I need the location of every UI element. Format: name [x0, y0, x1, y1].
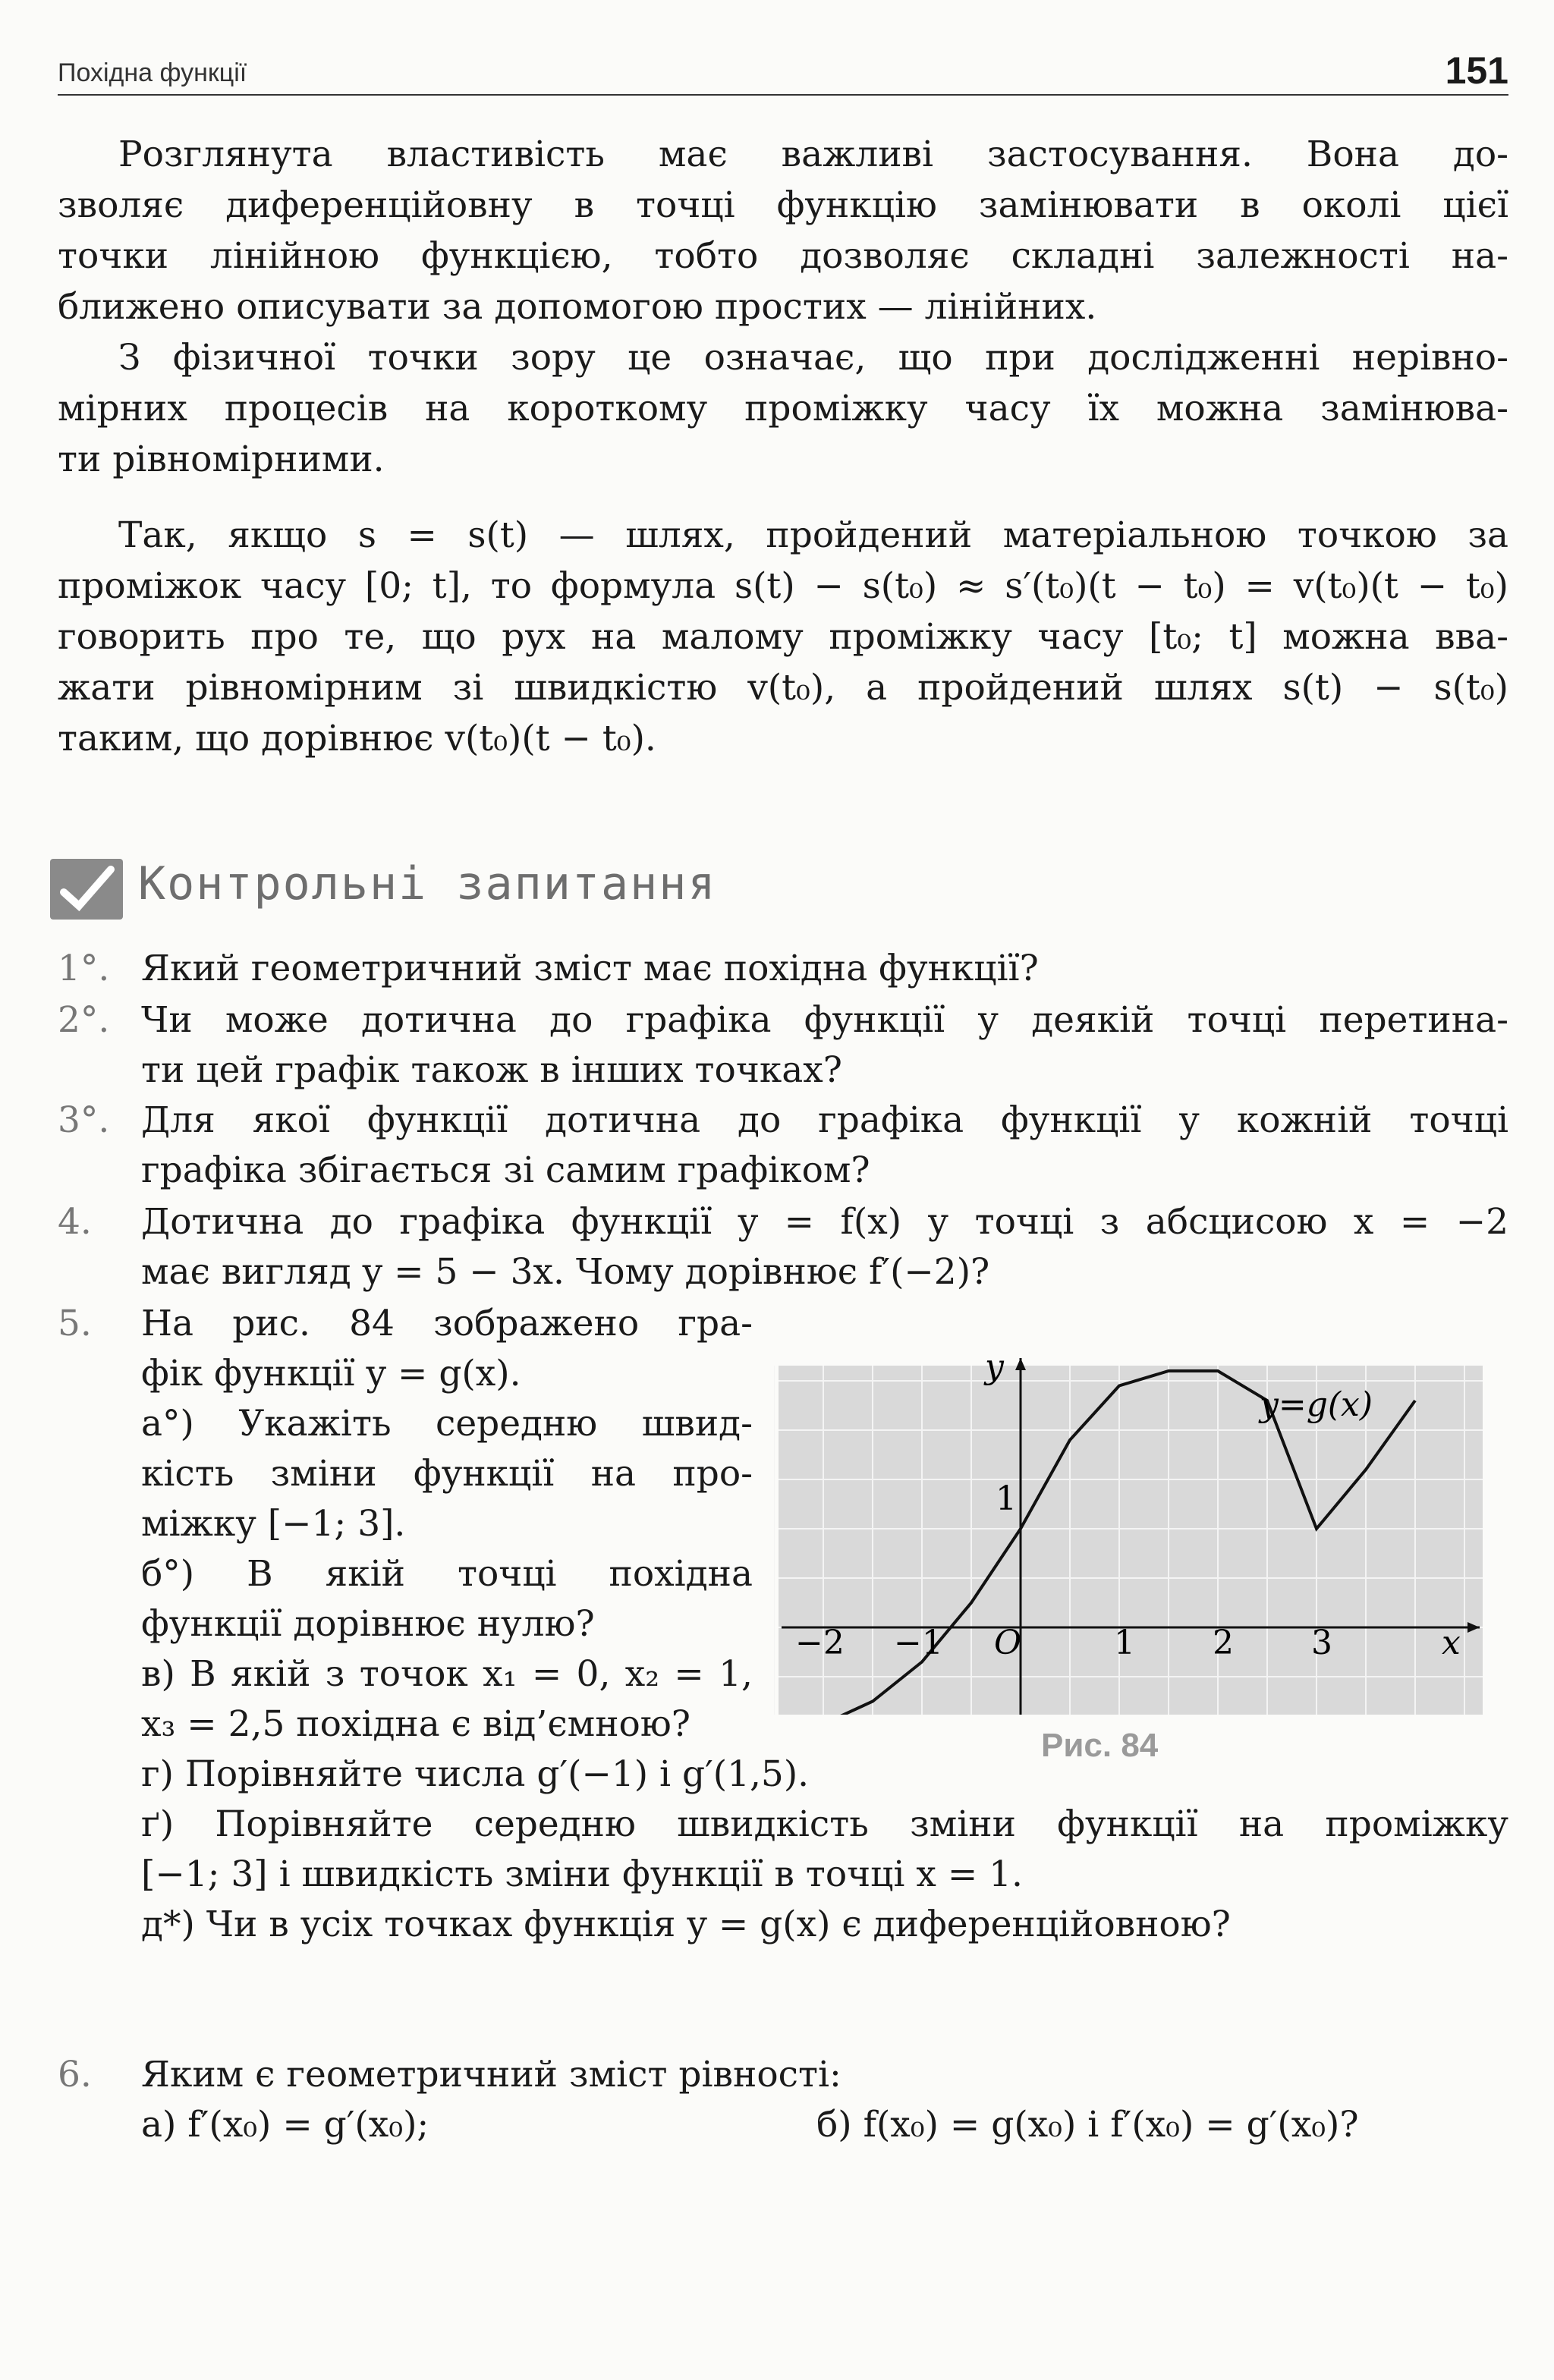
text-line: б°) В якій точці похідна [141, 1553, 753, 1595]
text-line: г) Порівняйте числа g′(−1) і g′(1,5). [141, 1753, 810, 1795]
text-line: міжку [−1; 3]. [141, 1503, 406, 1545]
text-line: Чи може дотична до графіка функції у деякій точці перетина- [141, 999, 1508, 1041]
text-line: Дотична до графіка функції y = f(x) у точці з абсцисою x = −2 [141, 1201, 1508, 1243]
x-tick-label: −1 [894, 1624, 943, 1662]
checkmark-icon [50, 859, 123, 920]
question-5-subitems [141, 1750, 1508, 1950]
text-line: мірних процесів на короткому проміжку часу їх можна замінюва- [58, 388, 1508, 429]
x-tick-label: 2 [1213, 1624, 1234, 1662]
text-line: ґ) Порівняйте середню швидкість зміни функції на проміжку [141, 1803, 1508, 1845]
x-tick-label: −2 [795, 1624, 845, 1662]
text-line: точки лінійною функцією, тобто дозволяє складні залежності на- [58, 235, 1508, 277]
question-number: 5. [58, 1303, 92, 1344]
intro-paragraph-1 [58, 129, 1508, 332]
grid-background [779, 1366, 1483, 1715]
x-tick-label: 1 [1114, 1624, 1135, 1662]
x-tick-label: 3 [1311, 1624, 1332, 1662]
text-line: ти цей графік також в інших точках? [141, 1049, 843, 1091]
question-number: 4. [58, 1201, 92, 1243]
text-line: [−1; 3] і швидкість зміни функції в точці x = 1. [141, 1853, 1023, 1895]
text-line: а°) Укажіть середню швид- [141, 1403, 753, 1445]
section-heading [50, 857, 824, 926]
question-number: 3°. [58, 1099, 110, 1141]
text-line: Розглянута властивість має важливі застосування. Вона до- [118, 134, 1508, 175]
question-number: 6. [58, 2054, 92, 2095]
text-line: фік функції y = g(x). [141, 1353, 521, 1394]
intro-paragraph-2 [58, 332, 1508, 485]
text-line: зволяє диференційовну в точці функцію замінювати в околі цієї [58, 184, 1508, 226]
page-number: 151 [1445, 49, 1508, 92]
question-5-text [141, 1299, 753, 1750]
function-graph [774, 1343, 1483, 1715]
text-line: ближено описувати за допомогою простих — лінійних. [58, 286, 1097, 328]
text-line: в) В якій з точок x₁ = 0, x₂ = 1, [141, 1653, 753, 1695]
running-title: Похідна функції [58, 58, 247, 87]
section-title: Контрольні запитання [138, 857, 717, 910]
text-line: Так, якщо s = s(t) — шлях, пройдений матеріальною точкою за [118, 514, 1508, 556]
text-line: д*) Чи в усіх точках функція y = g(x) є диференційовною? [141, 1904, 1231, 1945]
text-line: функції дорівнює нулю? [141, 1603, 595, 1645]
y-tick-label: 1 [996, 1479, 1017, 1518]
curve-label: y=g(x) [1260, 1385, 1373, 1424]
text-line: З фізичної точки зору це означає, що при дослідженні нерівно- [118, 337, 1508, 379]
text-line: ти рівномірними. [58, 439, 385, 480]
question-number: 1°. [58, 948, 110, 989]
figure-caption: Рис. 84 [1041, 1727, 1159, 1764]
origin-label: O [994, 1624, 1022, 1662]
y-axis-label: y [985, 1347, 1004, 1386]
text-line: кість зміни функції на про- [141, 1453, 753, 1495]
function-graph-figure [774, 1343, 1483, 1715]
intro-paragraph-3 [58, 510, 1508, 764]
text-line: x₃ = 2,5 похідна є від’ємною? [141, 1703, 690, 1745]
x-axis-label: x [1442, 1624, 1461, 1662]
text-line: Яким є геометричний зміст рівності: [141, 2054, 841, 2095]
text-line: говорить про те, що рух на малому проміжку часу [t₀; t] можна вва- [58, 616, 1508, 658]
text-line: проміжок часу [0; t], то формула s(t) − s(t₀) ≈ s′(t₀)(t − t₀) = v(t₀)(t − t₀) [58, 565, 1508, 607]
question-number: 2°. [58, 999, 110, 1041]
page-header [58, 46, 1508, 96]
text-line: жати рівномірним зі швидкістю v(t₀), а пройдений шлях s(t) − s(t₀) [58, 667, 1508, 709]
text-line: На рис. 84 зображено гра- [141, 1303, 753, 1344]
text-line: має вигляд y = 5 − 3x. Чому дорівнює f′(−2)? [141, 1251, 990, 1293]
option-b: б) f(x₀) = g(x₀) і f′(x₀) = g′(x₀)? [816, 2104, 1359, 2146]
text-line: Який геометричний зміст має похідна функції? [141, 948, 1039, 989]
option-a: а) f′(x₀) = g′(x₀); [141, 2104, 429, 2146]
text-line: графіка збігається зі самим графіком? [141, 1149, 870, 1191]
text-line: таким, що дорівнює v(t₀)(t − t₀). [58, 718, 656, 759]
text-line: Для якої функції дотична до графіка функції у кожній точці [141, 1099, 1508, 1141]
y-axis-arrow-icon [1015, 1358, 1026, 1370]
